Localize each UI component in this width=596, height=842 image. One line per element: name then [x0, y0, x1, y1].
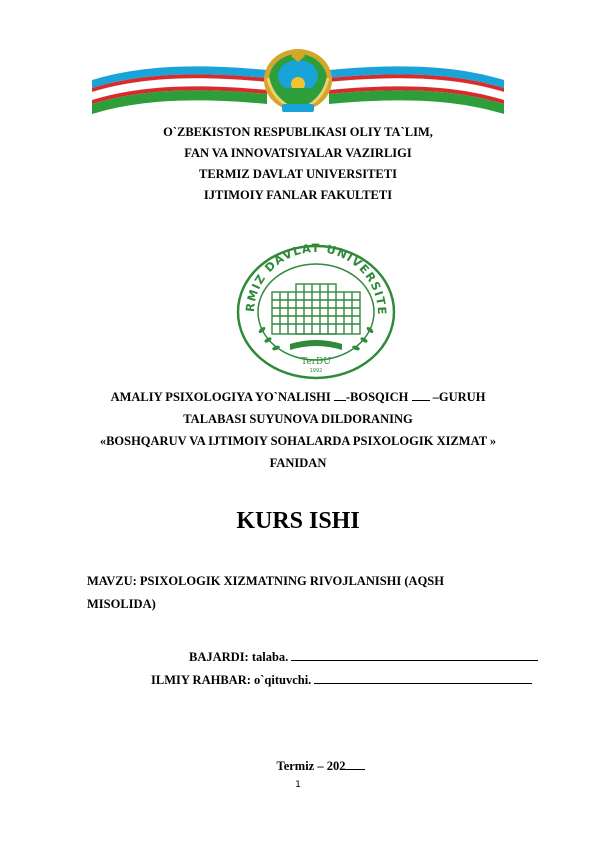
supervisor-row	[151, 671, 532, 689]
supervisor-signature-line	[314, 683, 532, 684]
emblem-icon	[92, 48, 504, 118]
group-number-blank	[412, 388, 430, 401]
topic	[87, 570, 527, 616]
course-info-line-3: «BOSHQARUV VA IJTIMOIY SOHALARDA PSIXOLOGIK XIZMAT »	[99, 434, 497, 448]
page-number: 1	[295, 780, 301, 790]
document-title: KURS ISHI	[236, 508, 360, 534]
course-info-line-2: TALABASI SUYUNOVA DILDORANING	[183, 412, 413, 426]
university-logo	[232, 240, 400, 380]
header-line-4: IJTIMOIY FANLAR FAKULTETI	[203, 188, 393, 202]
logo-ring-text: RMIZ DAVLAT UNIVERSITE	[242, 241, 390, 316]
city-year: Termiz – 202	[0, 757, 596, 775]
done-by-signature-line	[291, 660, 538, 661]
logo-year: 1992	[309, 368, 323, 374]
header-line-3: TERMIZ DAVLAT UNIVERSITETI	[199, 167, 397, 181]
topic-line-1: MAVZU: PSIXOLOGIK XIZMATNING RIVOJLANISHI (AQSH	[87, 574, 444, 588]
done-by-label: BAJARDI: talaba.	[189, 650, 289, 664]
logo-abbr: TerDU	[301, 357, 331, 367]
year-blank	[345, 757, 365, 770]
course-info	[0, 386, 596, 474]
course-info-line-1: AMALIY PSIXOLOGIYA YO`NALISHI -BOSQICH –GURUH	[110, 390, 486, 404]
university-seal-icon	[232, 240, 400, 380]
course-info-line-4: FANIDAN	[269, 456, 327, 470]
state-emblem-banner	[92, 48, 504, 118]
svg-text:TERMIZ DAVLAT UNIVERSITETI	[232, 240, 389, 316]
ministry-header	[0, 122, 596, 206]
supervisor-label: ILMIY RAHBAR: o`qituvchi.	[151, 673, 312, 687]
course-number-blank	[334, 388, 346, 401]
header-line-1: O`ZBEKISTON RESPUBLIKASI OLIY TA`LIM,	[163, 125, 433, 139]
header-line-2: FAN VA INNOVATSIYALAR VAZIRLIGI	[184, 146, 412, 160]
topic-line-2: MISOLIDA)	[87, 597, 156, 611]
done-by-row	[189, 648, 538, 666]
